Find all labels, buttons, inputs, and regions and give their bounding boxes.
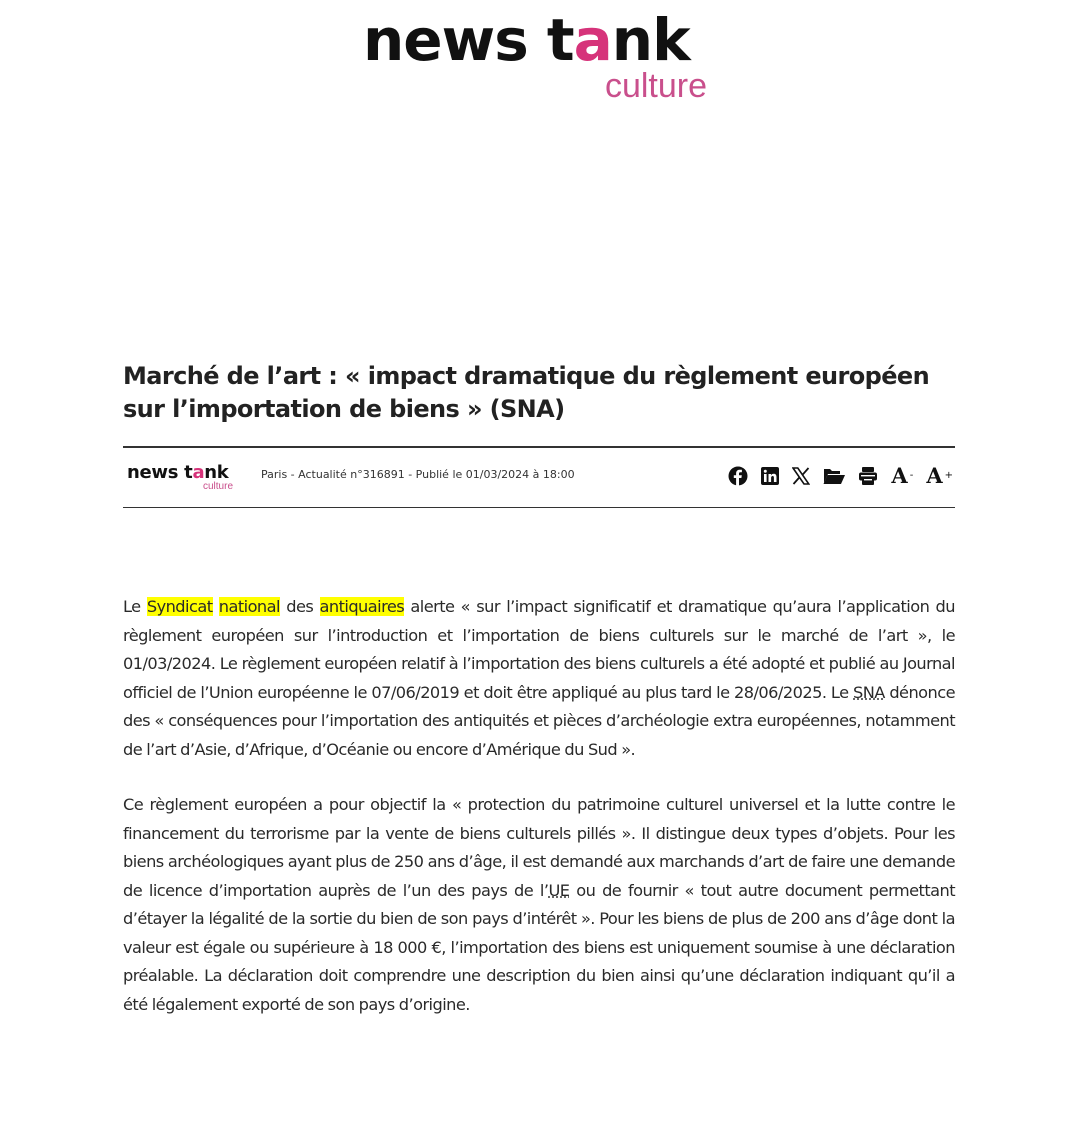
article-meta-bar [123, 446, 955, 508]
mini-logo-text-end: nk [204, 462, 229, 483]
text: alerte « sur l’impact significatif et dramatique qu’aura l’application du règlement européen sur l’introduction et l’importation de biens culturels sur le marché de l’art », le 01/03/2024. Le règlement européen relatif à l’importation des biens culturels a été adopté et publié au Journal officiel de l’Union européenne le 07/06/2019 et doit être appliqué au plus tard le 28/06/2025. Le [123, 597, 955, 702]
highlighted-term: antiquaires [319, 597, 405, 616]
mini-logo [127, 464, 237, 496]
text: Le [123, 597, 147, 616]
text: Ce règlement européen a pour objectif la « protection du patrimoine culturel universel et la lutte contre le financement du terrorisme par la vente de biens culturels pillés ». Il distingue deux types d’objets. Pour les biens archéologiques ayant plus de 250 ans d’âge, il est demandé aux marchands d’art de faire une demande de licence d’importation auprès de l’un des pays de l’ [123, 795, 955, 900]
article-meta: Paris - Actualité n°316891 - Publié le 01/03/2024 à 18:00 [261, 468, 575, 481]
font-letter: A [926, 463, 943, 488]
folder-open-icon[interactable] [823, 467, 845, 485]
text: ou de fournir « tout autre document permettant d’étayer la légalité de la sortie du bien de son pays d’intérêt ». Pour les biens de plus de 200 ans d’âge dont la valeur est égale ou supérieure à 18 000 €, l’importation des biens est uniquement soumise à une déclaration préalable. La déclaration doit comprendre une description du bien ainsi qu’une déclaration indiquant qu’il a été légalement exporté de son pays d’origine. [123, 880, 955, 1014]
x-icon[interactable] [792, 467, 810, 485]
minus-sign: - [909, 470, 914, 481]
paragraph-1 [123, 593, 955, 764]
abbreviation-sna[interactable]: SNA [853, 682, 885, 702]
linkedin-icon[interactable] [761, 467, 779, 485]
logo-text-end: nk [611, 6, 690, 74]
print-icon[interactable] [858, 466, 878, 486]
article-toolbar [728, 465, 953, 487]
text [213, 597, 219, 616]
logo-accent-letter: a [573, 6, 612, 74]
plus-sign: + [944, 470, 953, 481]
highlighted-term: national [218, 597, 280, 616]
mini-logo-wordmark [127, 464, 237, 482]
logo-wordmark [363, 6, 690, 74]
abbreviation-ue[interactable]: UE [548, 880, 570, 900]
mini-logo-text-start: news t [127, 462, 193, 483]
masthead-logo[interactable] [363, 6, 723, 110]
highlighted-term: Syndicat [146, 597, 213, 616]
increase-font-button[interactable] [926, 465, 953, 487]
font-letter: A [891, 463, 908, 488]
logo-subtitle: culture [604, 67, 707, 105]
mini-logo-subtitle: culture [202, 481, 233, 492]
decrease-font-button[interactable] [891, 465, 913, 487]
paragraph-2 [123, 791, 955, 1019]
mini-logo-accent: a [192, 462, 205, 483]
logo-text-start: news t [363, 6, 574, 74]
text: des [279, 597, 320, 616]
text: dénonce des « conséquences pour l’importation des antiquités et pièces d’archéologie extra européennes, notamment de l’art d’Asie, d’Afrique, d’Océanie ou encore d’Amérique du Sud ». [123, 682, 955, 759]
facebook-icon[interactable] [728, 466, 748, 486]
article-header [123, 360, 955, 426]
article-title: Marché de l’art : « impact dramatique du règlement européen sur l’importation de biens » (SNA) [123, 362, 930, 423]
article-body [123, 593, 955, 1046]
